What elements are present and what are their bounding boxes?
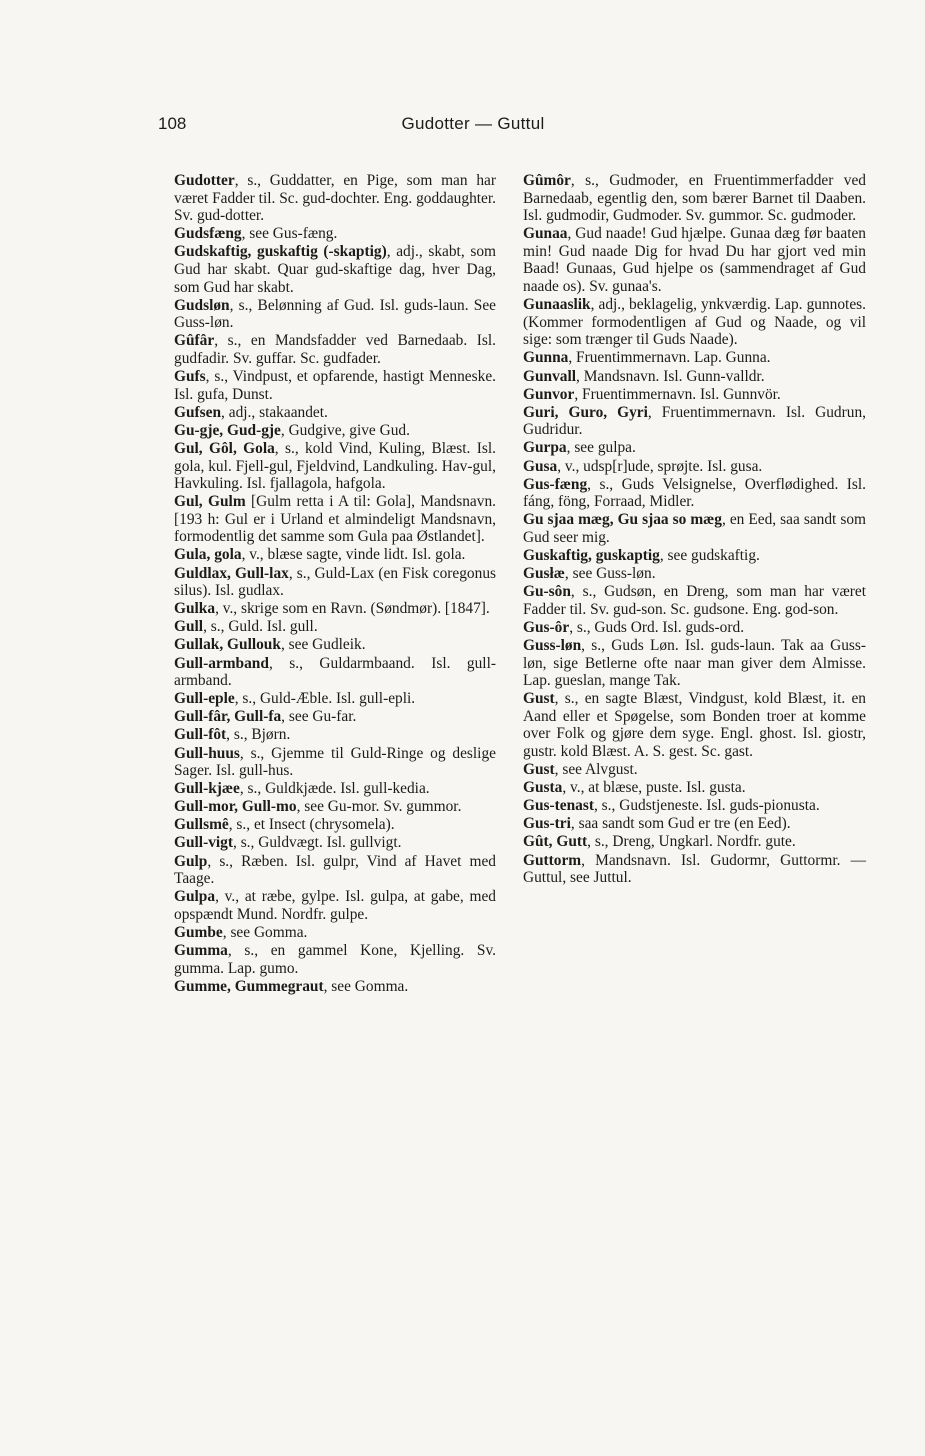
entry-headword: Guri, Guro, Gyri xyxy=(523,403,648,421)
entry-definition: , Gudgive, give Gud. xyxy=(280,421,410,439)
entry-headword: Gul, Gôl, Gola xyxy=(174,439,275,457)
dictionary-entry xyxy=(174,618,496,636)
dictionary-entry xyxy=(523,815,866,833)
entry-definition: , s., Ræben. Isl. gulpr, Vind af Havet med Taage. xyxy=(174,852,496,888)
entry-definition: , Fruentimmernavn. Isl. Gunnvör. xyxy=(574,385,781,403)
entry-definition: , s., Vindpust, et opfarende, hastigt Menneske. Isl. gufa, Dunst. xyxy=(174,368,496,403)
entry-headword: Gus-tri xyxy=(523,815,571,833)
entry-headword: Gunna xyxy=(523,349,569,367)
entry-headword: Gumbe xyxy=(174,923,223,941)
entry-headword: Gullsmê xyxy=(174,816,229,834)
entry-headword: Gusta xyxy=(523,779,563,797)
entry-headword: Gulp xyxy=(174,852,208,870)
entry-definition: , s., kold Vind, Kuling, Blæst. Isl. gola, kul. Fjell-gul, Fjeldvind, Landkuling. Hav-gul, Havkuling. Isl. fjallagola, hafgola. xyxy=(174,439,496,493)
entry-definition: , s., Guld. Isl. gull. xyxy=(203,618,318,636)
dictionary-entry xyxy=(174,368,496,403)
entry-definition: , Fruentimmernavn. Isl. Gudrun, Gudridur. xyxy=(523,403,866,439)
dictionary-entry xyxy=(174,798,496,816)
entry-definition: , s., en gammel Kone, Kjelling. Sv. gumma. Lap. gumo. xyxy=(174,942,496,977)
entry-headword: Gull-mor, Gull-mo xyxy=(174,798,297,816)
dictionary-entry xyxy=(174,404,496,422)
entry-definition: , s., Dreng, Ungkarl. Nordfr. gute. xyxy=(587,833,796,851)
entry-headword: Gust xyxy=(523,761,555,779)
dictionary-entry xyxy=(523,368,866,386)
entry-headword: Gufs xyxy=(174,368,206,386)
dictionary-entry xyxy=(174,888,496,923)
dictionary-entry xyxy=(523,349,866,367)
entry-headword: Gull-fâr, Gull-fa xyxy=(174,708,282,726)
entry-headword: Gus-tenast xyxy=(523,797,594,815)
entry-headword: Gull-fôt xyxy=(174,726,227,744)
dictionary-entry xyxy=(523,619,866,637)
entry-headword: Gust xyxy=(523,690,555,708)
entry-headword: Gusa xyxy=(523,457,558,475)
entry-definition: , s., en Mandsfadder ved Barnedaab. Isl. gudfadir. Sv. guffar. Sc. gudfader. xyxy=(174,332,496,367)
entry-definition: , s., Guld-Æble. Isl. gull-epli. xyxy=(234,690,416,708)
entry-definition: , see Gudleik. xyxy=(280,636,366,654)
entry-headword: Gul, Gulm xyxy=(174,493,246,511)
dictionary-entry xyxy=(174,440,496,493)
entry-definition: , Fruentimmernavn. Lap. Gunna. xyxy=(568,349,771,367)
entry-definition: , s., Guldkjæde. Isl. gull-kedia. xyxy=(239,780,430,798)
entry-headword: Gufsen xyxy=(174,403,222,421)
dictionary-entry xyxy=(174,565,496,600)
entry-definition: , v., blæse sagte, vinde lidt. Isl. gola. xyxy=(241,546,466,564)
dictionary-entry xyxy=(174,745,496,780)
entry-headword: Gullak, Gullouk xyxy=(174,636,281,654)
dictionary-entry xyxy=(174,493,496,546)
entry-headword: Gull-armband xyxy=(174,654,269,672)
entry-definition: , s., en sagte Blæst, Vindgust, kold Blæst, it. en Aand eller et Spøgelse, som Bonden troer at komme over Folk og gjøre dem syge. Engl. ghost. Isl. giostr, gustr. kold Blæst. A. S. gest. Sc. gast. xyxy=(523,690,866,760)
entry-definition: , s., Gudstjeneste. Isl. guds-pionusta. xyxy=(593,797,820,815)
entry-definition: , see Gomma. xyxy=(222,923,308,941)
dictionary-entry xyxy=(523,458,866,476)
entry-headword: Gûfâr xyxy=(174,332,215,350)
entry-headword: Gudotter xyxy=(174,172,235,189)
entry-headword: Gulka xyxy=(174,600,216,618)
entry-headword: Guss-løn xyxy=(523,636,582,654)
entry-definition: , Gud naade! Gud hjælpe. Gunaa dæg før baaten min! Gud naade Dig for hvad Du har gjort ved min Baad! Gunaas, Gud hjelpe os (sammendraget af Gud naade os). Sv. gunaa's. xyxy=(523,225,866,296)
dictionary-entry xyxy=(174,332,496,367)
entry-definition: , s., Guddatter, en Pige, som man har været Fadder til. Sc. gud-dochter. Eng. goddaughter. Sv. gud-dotter. xyxy=(174,172,496,225)
entry-definition: , s., Guds Løn. Isl. guds-laun. Tak aa Guss-løn, sige Betlerne ofte naar man giver dem Almisse. Lap. gueslan, mange Tak. xyxy=(523,636,866,690)
dictionary-entry xyxy=(523,547,866,565)
entry-headword: Guskaftig, guskaptig xyxy=(523,546,660,564)
entry-definition: , adj., skabt, som Gud har skabt. Quar gud-skaftige dag, hver Dag, som Gud har skabt. xyxy=(174,243,496,296)
running-head: Gudotter — Guttul xyxy=(401,114,545,133)
entry-definition: , v., skrige som en Ravn. (Søndmør). [1847]. xyxy=(215,600,490,618)
entry-definition: , v., at blæse, puste. Isl. gusta. xyxy=(562,779,746,797)
entry-definition: , s., Guds Velsignelse, Overflødighed. Isl. fáng, föng, Forraad, Midler. xyxy=(523,475,866,511)
entry-definition: , see Gu-mor. Sv. gummor. xyxy=(296,798,462,816)
dictionary-entry xyxy=(174,422,496,440)
entry-definition: , v., udsp[r]ude, sprøjte. Isl. gusa. xyxy=(557,457,763,475)
entry-headword: Gunaaslik xyxy=(523,296,591,314)
entry-headword: Gu-gje, Gud-gje xyxy=(174,421,281,439)
dictionary-entry xyxy=(523,852,866,887)
dictionary-entry xyxy=(523,172,866,225)
entry-definition: , see Gu-far. xyxy=(281,708,357,726)
right-column xyxy=(523,172,866,887)
left-column xyxy=(174,172,496,996)
dictionary-entry xyxy=(174,726,496,744)
entry-headword: Gumma xyxy=(174,942,228,960)
dictionary-entry xyxy=(523,476,866,511)
dictionary-entry xyxy=(523,439,866,457)
dictionary-entry xyxy=(523,833,866,851)
dictionary-entry xyxy=(523,637,866,690)
entry-headword: Gu-sôn xyxy=(523,583,571,601)
dictionary-entry xyxy=(174,546,496,564)
entry-definition: , s., Belønning af Gud. Isl. guds-laun. See Guss-løn. xyxy=(174,296,496,332)
dictionary-entry xyxy=(174,172,496,225)
entry-headword: Guldlax, Gull-lax xyxy=(174,564,289,582)
dictionary-entry xyxy=(523,583,866,618)
entry-definition: , s., et Insect (chrysomela). xyxy=(228,816,395,834)
dictionary-entry xyxy=(174,816,496,834)
entry-headword: Gudsløn xyxy=(174,296,230,314)
dictionary-entry xyxy=(523,296,866,349)
dictionary-entry xyxy=(523,761,866,779)
entry-definition: [Gulm retta i A til: Gola], Mandsnavn. [193 h: Gul er i Urland et almindeligt Mandsnavn, formodentlig det samme som Gula paa Østlandet]. xyxy=(174,493,496,546)
dictionary-entry xyxy=(174,780,496,798)
entry-headword: Gudskaftig, guskaftig (-skaptig) xyxy=(174,243,387,261)
entry-definition: , see gudskaftig. xyxy=(659,546,760,564)
entry-definition: , saa sandt som Gud er tre (en Eed). xyxy=(570,815,791,833)
entry-headword: Gull-huus xyxy=(174,744,240,762)
dictionary-entry xyxy=(523,779,866,797)
dictionary-entry xyxy=(174,636,496,654)
entry-definition: , s., Gudmoder, en Fruentimmerfadder ved Barnedaab, egentlig den, som bærer Barnet til Daaben. Isl. gudmodir, Gudmoder. Sv. gummor. Sc. gudmoder. xyxy=(523,172,866,225)
entry-definition: , s., Guds Ord. Isl. guds-ord. xyxy=(569,618,745,636)
entry-definition: , en Eed, saa sandt som Gud seer mig. xyxy=(523,511,866,546)
entry-definition: , s., Bjørn. xyxy=(226,726,291,744)
dictionary-entry xyxy=(174,853,496,888)
entry-definition: , s., Guld-Lax (en Fisk coregonus silus). Isl. gudlax. xyxy=(174,564,497,600)
dictionary-entry xyxy=(174,297,496,332)
entry-definition: , Mandsnavn. Isl. Gunn-valldr. xyxy=(576,367,765,385)
entry-headword: Gull-kjæe xyxy=(174,780,240,798)
entry-headword: Gull-eple xyxy=(174,690,235,708)
dictionary-entry xyxy=(174,834,496,852)
page-header xyxy=(158,114,788,140)
dictionary-entry xyxy=(523,690,866,760)
dictionary-entry xyxy=(174,243,496,296)
dictionary-entry xyxy=(174,225,496,243)
dictionary-entry xyxy=(523,565,866,583)
entry-headword: Gût, Gutt xyxy=(523,833,588,851)
entry-headword: Gumme, Gummegraut xyxy=(174,977,324,995)
entry-headword: Gurpa xyxy=(523,439,567,457)
entry-headword: Gus-ôr xyxy=(523,618,570,636)
entry-definition: , see Alvgust. xyxy=(554,761,638,779)
entry-definition: , see Gomma. xyxy=(323,977,409,995)
entry-definition: , v., at ræbe, gylpe. Isl. gulpa, at gabe, med opspændt Mund. Nordfr. gulpe. xyxy=(174,888,496,923)
dictionary-entry xyxy=(174,924,496,942)
entry-headword: Gûmôr xyxy=(523,172,571,189)
dictionary-entry xyxy=(174,978,496,996)
entry-headword: Gusłæ xyxy=(523,565,565,583)
entry-headword: Gus-fæng xyxy=(523,475,588,493)
entry-definition: , see gulpa. xyxy=(566,439,636,457)
dictionary-entry xyxy=(523,511,866,546)
page-number: 108 xyxy=(158,114,187,133)
entry-headword: Gudsfæng xyxy=(174,225,242,243)
entry-definition: , see Gus-fæng. xyxy=(241,225,338,243)
dictionary-entry xyxy=(523,404,866,439)
dictionary-entry xyxy=(174,690,496,708)
dictionary-entry xyxy=(523,797,866,815)
entry-headword: Guttorm xyxy=(523,851,582,869)
entry-headword: Gula, gola xyxy=(174,546,242,564)
entry-headword: Gunaa xyxy=(523,225,568,243)
entry-headword: Gunvall xyxy=(523,367,577,385)
entry-definition: , s., Gudsøn, en Dreng, som man har været Fadder til. Sv. gud-son. Sc. gudsone. Eng. god-son. xyxy=(523,583,866,618)
dictionary-entry xyxy=(174,942,496,977)
entry-definition: , s., Guldarmbaand. Isl. gull-armband. xyxy=(174,654,496,690)
entry-definition: , adj., stakaandet. xyxy=(221,403,328,421)
dictionary-entry xyxy=(174,655,496,690)
entry-headword: Gulpa xyxy=(174,888,216,906)
dictionary-entry xyxy=(174,708,496,726)
entry-definition: , adj., beklagelig, ynkværdig. Lap. gunnotes. (Kommer formodentligen af Gud og Naade, og vil sige: som trænger til Guds Naade). xyxy=(523,296,866,349)
entry-headword: Gunvor xyxy=(523,385,575,403)
entry-headword: Gull xyxy=(174,618,204,636)
entry-definition: , see Guss-løn. xyxy=(564,565,656,583)
entry-definition: , s., Gjemme til Guld-Ringe og deslige Sager. Isl. gull-hus. xyxy=(174,744,496,780)
entry-headword: Gu sjaa mæg, Gu sjaa so mæg xyxy=(523,511,722,529)
dictionary-entry xyxy=(523,225,866,295)
dictionary-entry xyxy=(174,600,496,618)
entry-definition: , Mandsnavn. Isl. Gudormr, Guttormr. — Guttul, see Juttul. xyxy=(523,851,866,887)
entry-definition: , s., Guldvægt. Isl. gullvigt. xyxy=(233,834,402,852)
dictionary-entry xyxy=(523,386,866,404)
entry-headword: Gull-vigt xyxy=(174,834,233,852)
